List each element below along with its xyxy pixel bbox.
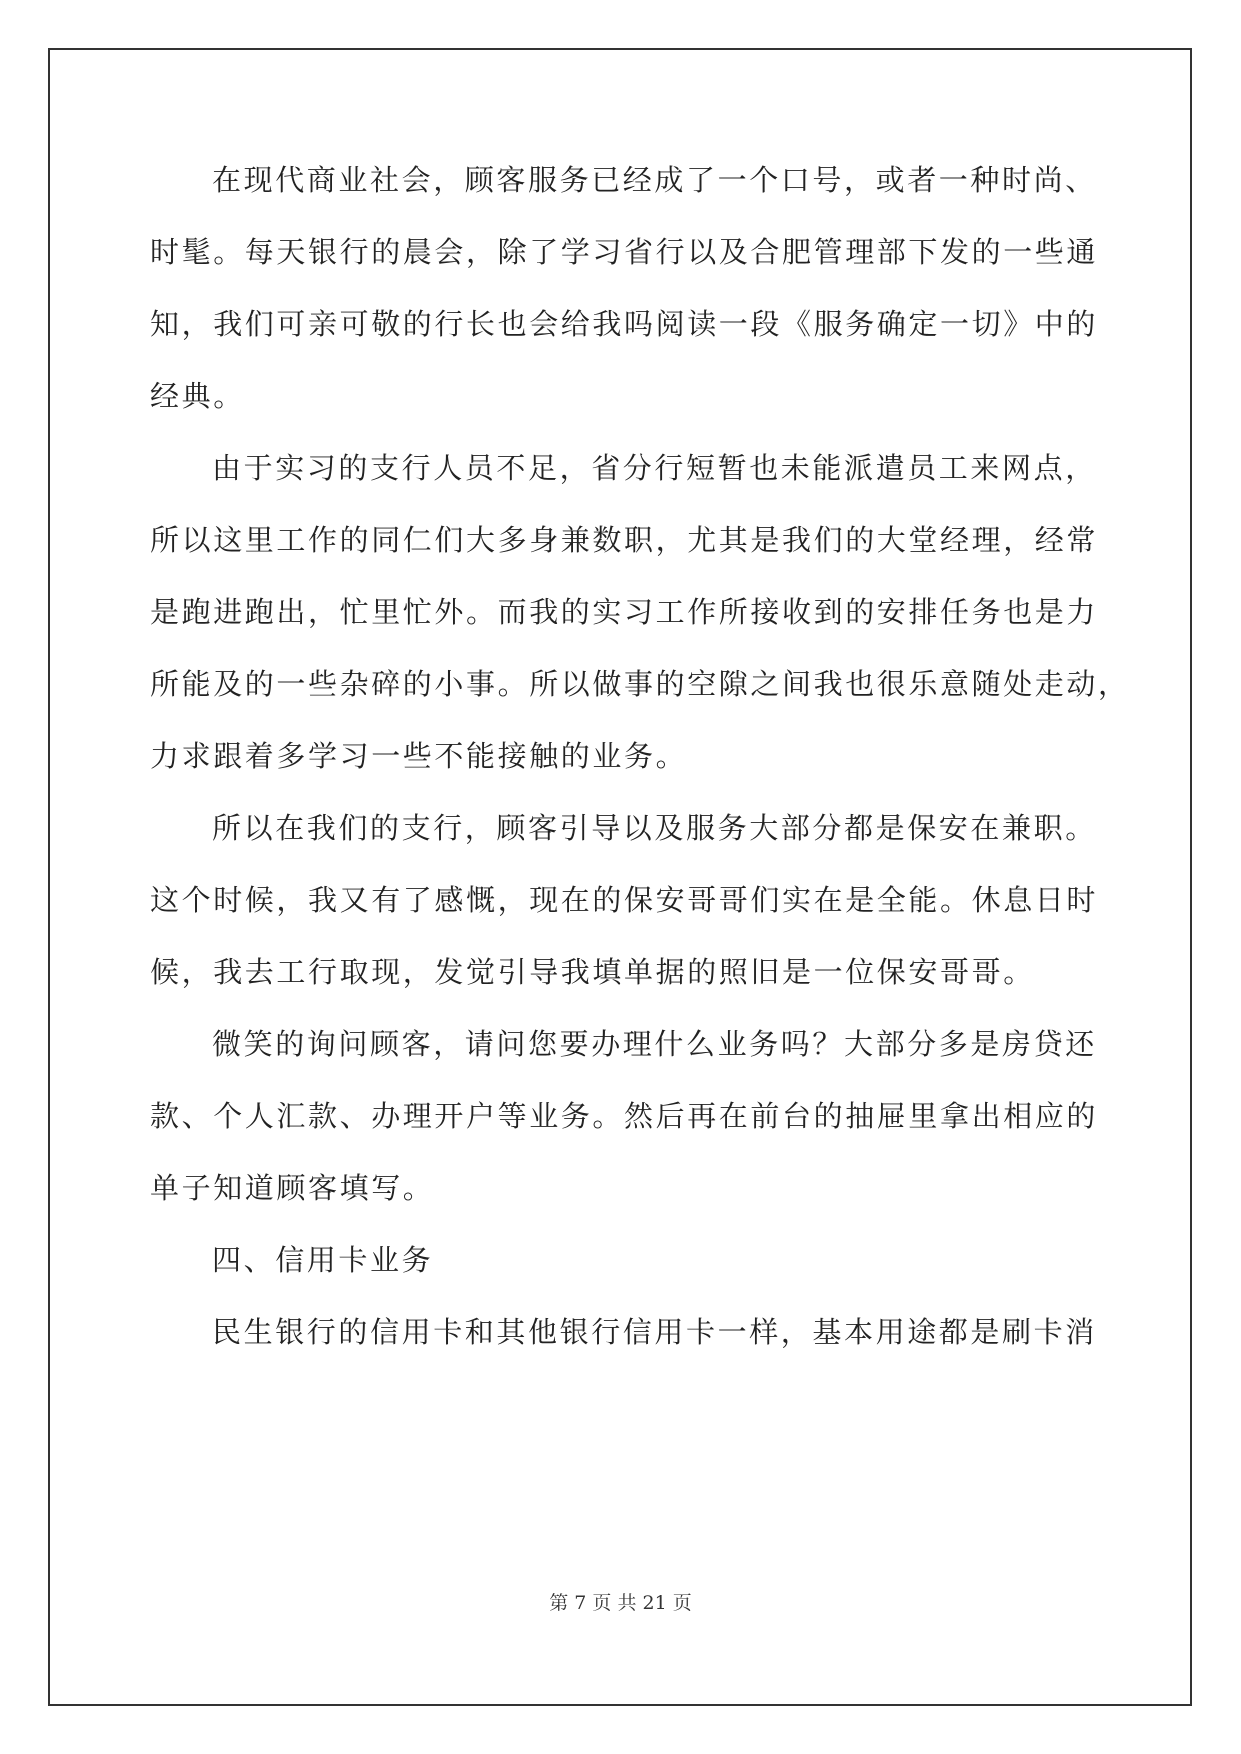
paragraph-line: 力求跟着多学习一些不能接触的业务。 xyxy=(150,739,688,773)
paragraph-line: 款、个人汇款、办理开户等业务。然后再在前台的抽屉里拿出相应的 xyxy=(150,1099,1099,1133)
paragraph-line: 由于实习的支行人员不足，省分行短暂也未能派遣员工来网点， xyxy=(212,451,1097,485)
paragraph-line: 在现代商业社会，顾客服务已经成了一个口号，或者一种时尚、 xyxy=(212,163,1097,197)
page-number-footer: 第 7 页 共 21 页 xyxy=(549,1592,692,1614)
paragraph-line: 所以这里工作的同仁们大多身兼数职，尤其是我们的大堂经理，经常 xyxy=(150,523,1099,557)
paragraph-line: 微笑的询问顾客，请问您要办理什么业务吗？大部分多是房贷还 xyxy=(212,1027,1097,1061)
paragraph-line: 知，我们可亲可敬的行长也会给我吗阅读一段《服务确定一切》中的 xyxy=(150,307,1099,341)
paragraph-line: 是跑进跑出，忙里忙外。而我的实习工作所接收到的安排任务也是力 xyxy=(150,595,1099,629)
page-border xyxy=(48,48,1192,1706)
paragraph-line: 单子知道顾客填写。 xyxy=(150,1171,435,1205)
paragraph-line: 这个时候，我又有了感慨，现在的保安哥哥们实在是全能。休息日时 xyxy=(150,883,1099,917)
paragraph-line: 民生银行的信用卡和其他银行信用卡一样，基本用途都是刷卡消 xyxy=(212,1315,1097,1349)
paragraph-line: 经典。 xyxy=(150,379,245,413)
paragraph-line: 时髦。每天银行的晨会，除了学习省行以及合肥管理部下发的一些通 xyxy=(150,235,1099,269)
paragraph-line: 候，我去工行取现，发觉引导我填单据的照旧是一位保安哥哥。 xyxy=(150,955,1035,989)
paragraph-line: 所能及的一些杂碎的小事。所以做事的空隙之间我也很乐意随处走动， xyxy=(150,667,1130,701)
section-heading: 四、信用卡业务 xyxy=(212,1243,434,1277)
paragraph-line: 所以在我们的支行，顾客引导以及服务大部分都是保安在兼职。 xyxy=(212,811,1097,845)
